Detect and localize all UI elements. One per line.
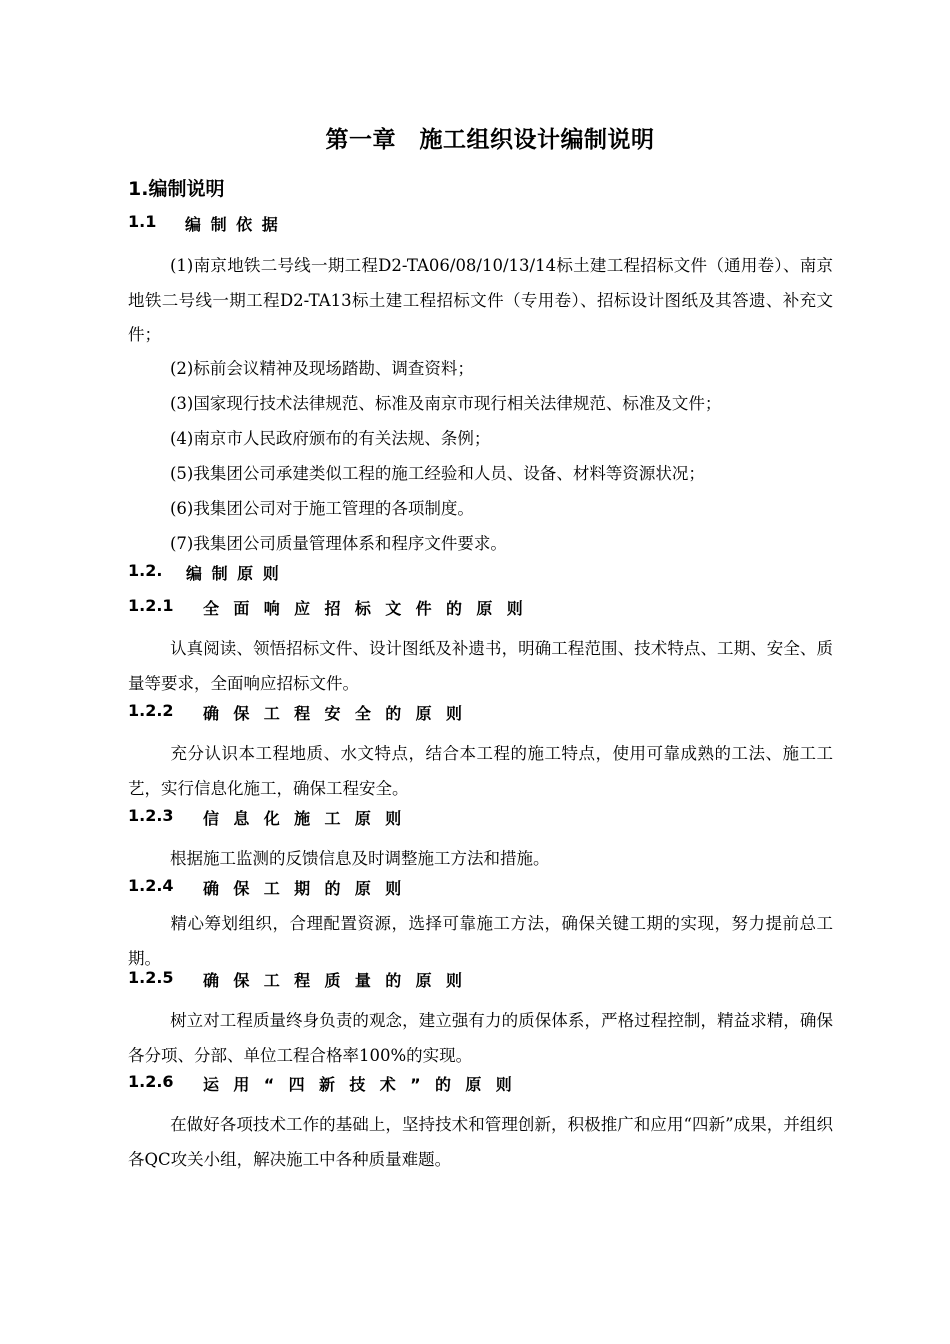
subsection-title: 全 面 响 应 招 标 文 件 的 原 则 bbox=[203, 599, 528, 618]
subsection-heading-1-2-2 bbox=[128, 701, 467, 723]
subsection-title: 确 保 工 程 安 全 的 原 则 bbox=[203, 704, 467, 723]
list-item: (6)我集团公司对于施工管理的各项制度。 bbox=[170, 499, 474, 518]
paragraph-principle-4: 精心筹划组织，合理配置资源，选择可靠施工方法，确保关键工期的实现，努力提前总工期。 bbox=[128, 914, 833, 968]
list-item: (4)南京市人民政府颁布的有关法规、条例； bbox=[170, 429, 491, 448]
subsection-title: 确 保 工 程 质 量 的 原 则 bbox=[203, 971, 467, 990]
list-item: (3)国家现行技术法律规范、标准及南京市现行相关法律规范、标准及文件； bbox=[170, 394, 722, 413]
subsection-heading-1-2-3 bbox=[128, 806, 406, 828]
section-heading-1: 1.编制说明 bbox=[128, 178, 225, 200]
subsection-title: 确 保 工 期 的 原 则 bbox=[203, 879, 406, 898]
paragraph-principle-6: 在做好各项技术工作的基础上，坚持技术和管理创新，积极推广和应用“四新”成果，并组织各QC攻关小组，解决施工中各种质量难题。 bbox=[128, 1115, 833, 1169]
subsection-number: 1.2.1 bbox=[128, 596, 174, 615]
subsection-number: 1.2.2 bbox=[128, 701, 174, 720]
subsection-heading-1-1 bbox=[128, 212, 280, 234]
subsection-number: 1.2.3 bbox=[128, 806, 174, 825]
subsection-number: 1.1 bbox=[128, 212, 157, 231]
subsection-heading-1-2-1 bbox=[128, 596, 528, 618]
subsection-heading-1-2 bbox=[128, 561, 281, 583]
paragraph-principle-3: 根据施工监测的反馈信息及时调整施工方法和措施。 bbox=[170, 849, 550, 868]
list-item: (7)我集团公司质量管理体系和程序文件要求。 bbox=[170, 534, 507, 553]
subsection-heading-1-2-5 bbox=[128, 968, 467, 990]
list-item: (5)我集团公司承建类似工程的施工经验和人员、设备、材料等资源状况； bbox=[170, 464, 705, 483]
paragraph-principle-2: 充分认识本工程地质、水文特点，结合本工程的施工特点，使用可靠成熟的工法、施工工艺，实行信息化施工，确保工程安全。 bbox=[128, 744, 833, 798]
list-item: (2)标前会议精神及现场踏勘、调查资料； bbox=[170, 359, 474, 378]
paragraph-principle-1: 认真阅读、领悟招标文件、设计图纸及补遗书，明确工程范围、技术特点、工期、安全、质量等要求，全面响应招标文件。 bbox=[128, 639, 833, 693]
subsection-title: 运 用 “ 四 新 技 术 ” 的 原 则 bbox=[203, 1075, 517, 1094]
paragraph-principle-5: 树立对工程质量终身负责的观念，建立强有力的质保体系，严格过程控制，精益求精，确保各分项、分部、单位工程合格率100%的实现。 bbox=[128, 1011, 833, 1065]
subsection-title: 编 制 依 据 bbox=[185, 215, 280, 234]
subsection-title: 信 息 化 施 工 原 则 bbox=[203, 809, 406, 828]
subsection-number: 1.2. bbox=[128, 561, 163, 580]
subsection-number: 1.2.6 bbox=[128, 1072, 174, 1091]
subsection-number: 1.2.5 bbox=[128, 968, 174, 987]
subsection-heading-1-2-6 bbox=[128, 1072, 517, 1094]
paragraph-basis-1: (1)南京地铁二号线一期工程D2-TA06/08/10/13/14标土建工程招标文件（通用卷）、南京地铁二号线一期工程D2-TA13标土建工程招标文件（专用卷）、招标设计图纸及其答遗、补充文件； bbox=[128, 256, 833, 344]
subsection-heading-1-2-4 bbox=[128, 876, 406, 898]
subsection-title: 编 制 原 则 bbox=[186, 564, 281, 583]
chapter-title: 第一章 施工组织设计编制说明 bbox=[325, 127, 655, 153]
subsection-number: 1.2.4 bbox=[128, 876, 174, 895]
